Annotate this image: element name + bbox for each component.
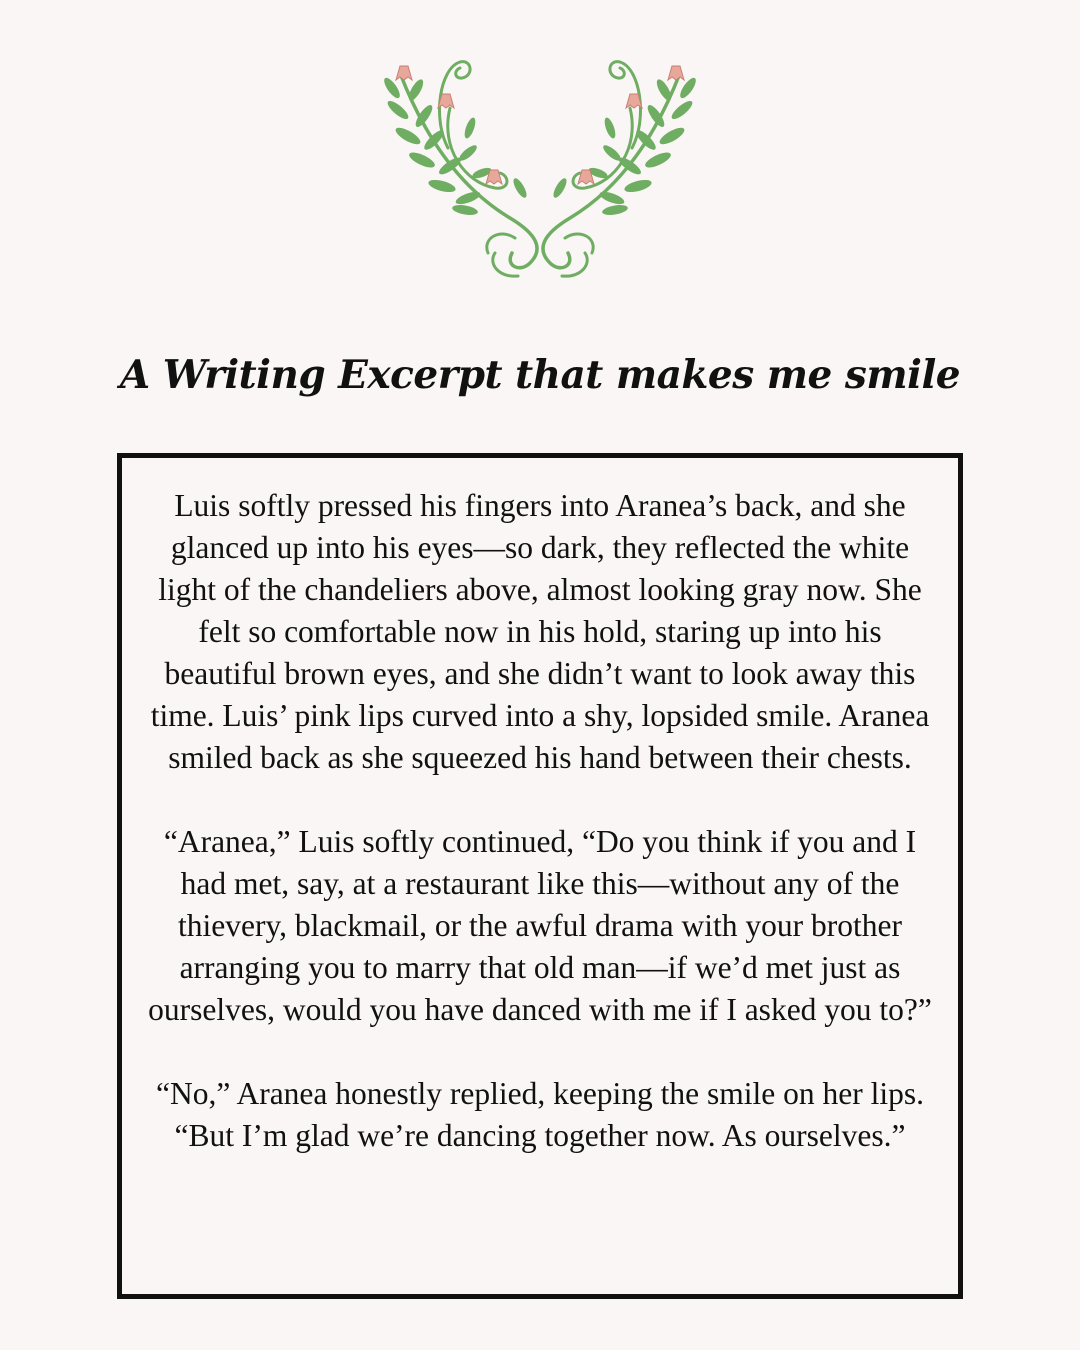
excerpt-paragraph: “No,” Aranea honestly replied, keeping the smile on her lips. “But I’m glad we’re dancing together now. As ourselves.” [155,1076,925,1153]
excerpt-paragraph: Luis softly pressed his fingers into Aranea’s back, and she glanced up into his eyes—so dark, they reflected the white light of the chandeliers above, almost looking gray now. She felt so comfortable now in his hold, staring up into his beautiful brown eyes, and she didn’t want to look away this time. Luis’ pink lips curved into a shy, lopsided smile. Aranea smiled back as she squeezed his hand between their chests. [150,488,930,775]
floral-laurel-icon [360,48,720,288]
excerpt-box [117,453,963,1299]
excerpt-paragraph: “Aranea,” Luis softly continued, “Do you think if you and I had met, say, at a restaurant like this—without any of the thievery, blackmail, or the awful drama with your brother arranging you to marry that old man—if we’d met just as ourselves, would you have danced with me if I asked you to?” [148,824,932,1027]
page-title: A Writing Excerpt that makes me smile [119,352,961,398]
